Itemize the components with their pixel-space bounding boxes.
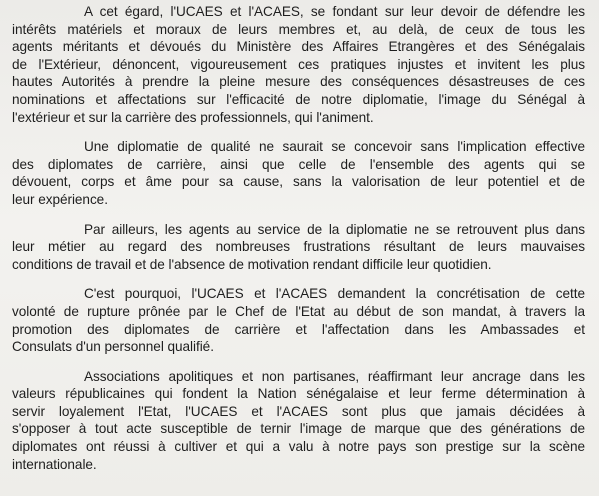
paragraph-line: C'est pourquoi, l'UCAES et l'ACAES demandent la concrétisation de cette <box>84 286 585 302</box>
paragraph-3 <box>12 221 585 274</box>
paragraph-line: diplomates ont réussi à cultiver et qui a valu à notre pays son prestige sur la scène <box>12 439 585 455</box>
paragraph-line: des diplomates de carrière, ainsi que celle de l'ensemble des agents qui se <box>12 156 585 172</box>
paragraph-line: servir loyalement l'Etat, l'UCAES et l'ACAES sont plus que jamais décidées à <box>12 403 585 419</box>
paragraph-line: conditions de travail et de l'absence de motivation rendant difficile leur quotidien. <box>12 256 492 272</box>
paragraph-line: intérêts matériels et moraux de leurs membres et, au delà, de ceux de tous les <box>12 21 585 37</box>
paragraph-5 <box>12 368 585 474</box>
paragraph-4 <box>12 285 585 355</box>
paragraph-line: hautes Autorités à prendre la pleine mesure des conséquences désastreuses de ces <box>12 74 585 90</box>
paragraph-line: volonté de rupture prônée par le Chef de l'Etat au début de son mandat, à travers la <box>12 303 585 319</box>
paragraph-line: leur métier au regard des nombreuses frustrations résultant de leurs mauvaises <box>12 239 585 255</box>
paragraph-line: s'opposer à tout acte susceptible de ternir l'image de marque que des générations de <box>12 421 585 437</box>
paragraph-line: internationale. <box>12 456 97 472</box>
paragraph-line: l'extérieur et sur la carrière des professionnels, qui l'animent. <box>12 109 374 125</box>
paragraph-line: promotion des diplomates de carrière et l'affectation dans les Ambassades et <box>12 321 585 337</box>
paragraph-line: valeurs républicaines qui fondent la Nation sénégalaise et leur ferme détermination à <box>12 386 585 402</box>
paragraph-line: Associations apolitiques et non partisanes, réaffirmant leur ancrage dans les <box>84 368 585 384</box>
paragraph-2 <box>12 138 585 208</box>
paragraph-line: A cet égard, l'UCAES et l'ACAES, se fondant sur leur devoir de défendre les <box>84 4 585 19</box>
paragraph-line: Par ailleurs, les agents au service de la diplomatie ne se retrouvent plus dans <box>84 221 585 237</box>
paragraph-line: dévouent, corps et âme pour sa cause, sans la valorisation de leur potentiel et de <box>12 174 585 190</box>
paragraph-1 <box>12 3 585 126</box>
paragraph-line: nominations et affectations sur l'efficacité de notre diplomatie, l'image du Sénégal à <box>12 91 585 107</box>
paragraph-line: de l'Extérieur, dénoncent, vigoureusement ces pratiques injustes et invitent les plus <box>12 56 585 72</box>
paragraph-line: leur expérience. <box>12 191 108 207</box>
paragraph-line: agents méritants et dévoués du Ministère des Affaires Etrangères et des Sénégalais <box>12 39 585 55</box>
paragraph-line: Consulats d'un personnel qualifié. <box>12 339 214 355</box>
paragraph-line: Une diplomatie de qualité ne saurait se concevoir sans l'implication effective <box>84 139 585 155</box>
